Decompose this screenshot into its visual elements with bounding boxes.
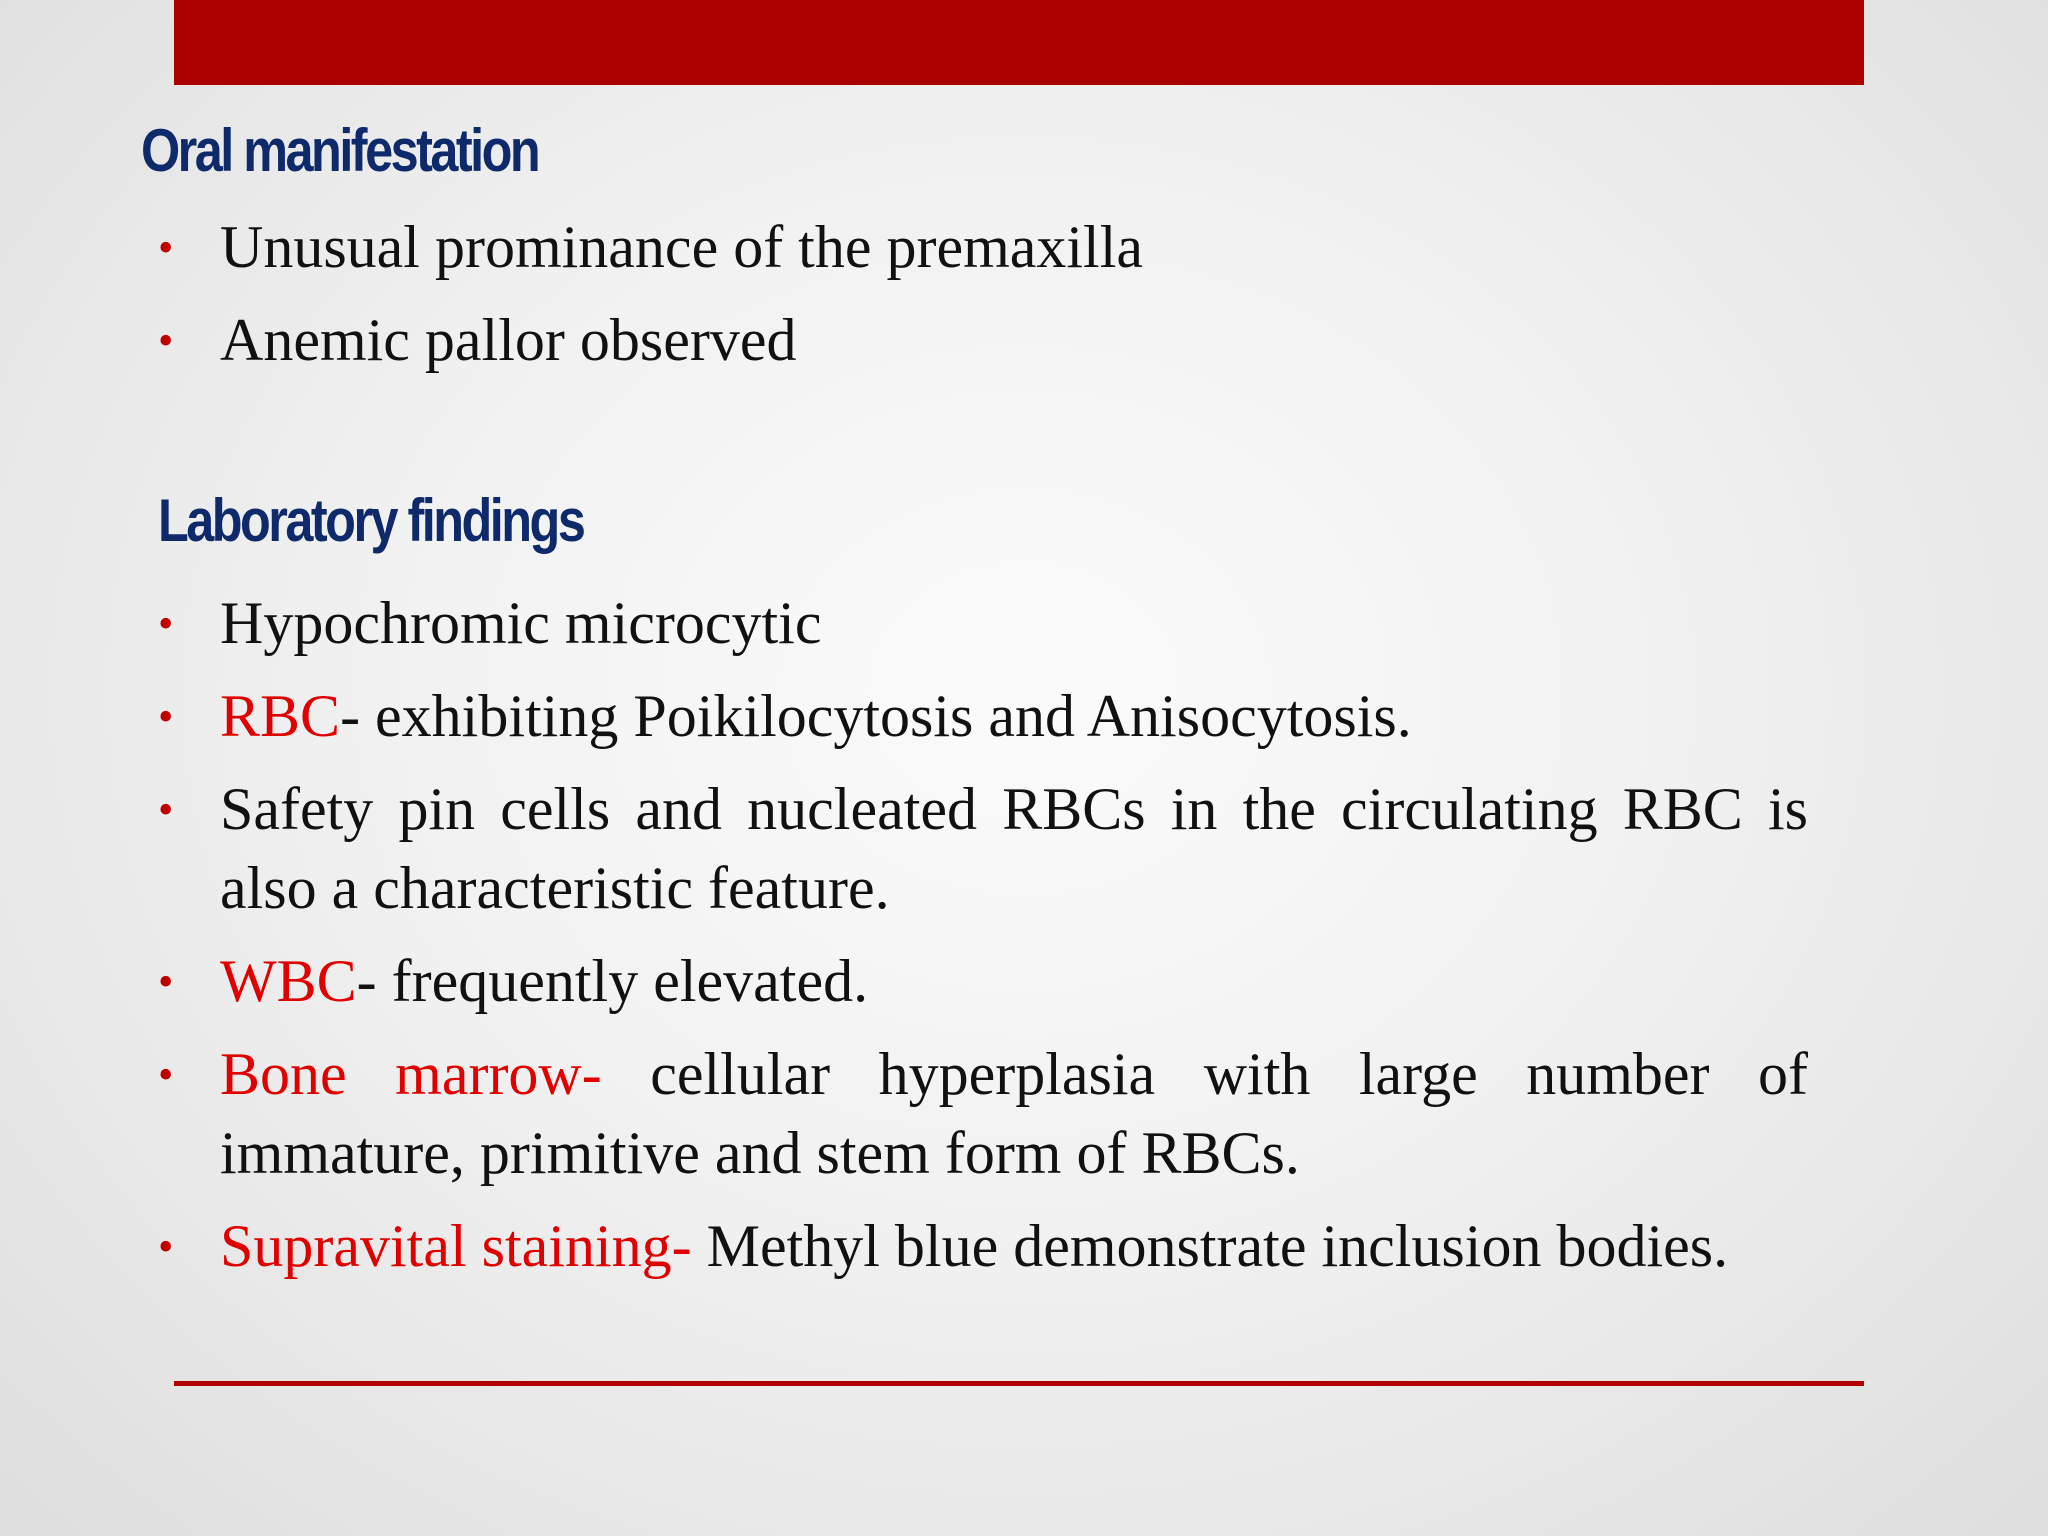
item-text: Safety pin cells and nucleated RBCs in the circulating RBC is also a characteristic feature.: [220, 776, 1808, 921]
list-item: [150, 584, 1808, 663]
item-text: - exhibiting Poikilocytosis and Anisocytosis.: [340, 683, 1412, 749]
oral-manifestation-list: [150, 208, 1808, 394]
bullet-icon: •: [158, 316, 174, 365]
bullet-icon: •: [158, 785, 174, 834]
list-item: [150, 1207, 1808, 1286]
item-label: RBC: [220, 683, 341, 749]
item-text: - frequently elevated.: [356, 948, 869, 1014]
bullet-icon: •: [158, 692, 174, 741]
item-label: Supravital staining-: [220, 1213, 692, 1279]
list-item: [150, 1035, 1808, 1193]
heading-oral-manifestation: Oral manifestation: [141, 117, 539, 184]
bullet-icon: •: [158, 1222, 174, 1271]
item-text: Methyl blue demonstrate inclusion bodies.: [691, 1213, 1729, 1279]
list-item: [150, 677, 1808, 756]
bottom-divider: [174, 1381, 1864, 1386]
bullet-icon: •: [158, 957, 174, 1006]
list-item: [150, 770, 1808, 928]
item-text: Unusual prominance of the premaxilla: [220, 214, 1144, 280]
title-banner: [174, 0, 1864, 85]
bullet-icon: •: [158, 599, 174, 648]
item-text: cellular hyperplasia with large number of immature, primitive and stem form of RBCs.: [220, 1041, 1808, 1186]
list-item: [150, 301, 1808, 380]
bullet-icon: •: [158, 223, 174, 272]
bullet-icon: •: [158, 1050, 174, 1099]
list-item: [150, 208, 1808, 287]
item-label: WBC: [220, 948, 357, 1014]
heading-laboratory-findings: Laboratory findings: [158, 487, 584, 554]
list-item: [150, 942, 1808, 1021]
item-label: Bone marrow-: [220, 1041, 602, 1107]
item-text: Anemic pallor observed: [220, 307, 797, 373]
item-text: Hypochromic microcytic: [220, 590, 822, 656]
laboratory-findings-list: [150, 584, 1808, 1300]
